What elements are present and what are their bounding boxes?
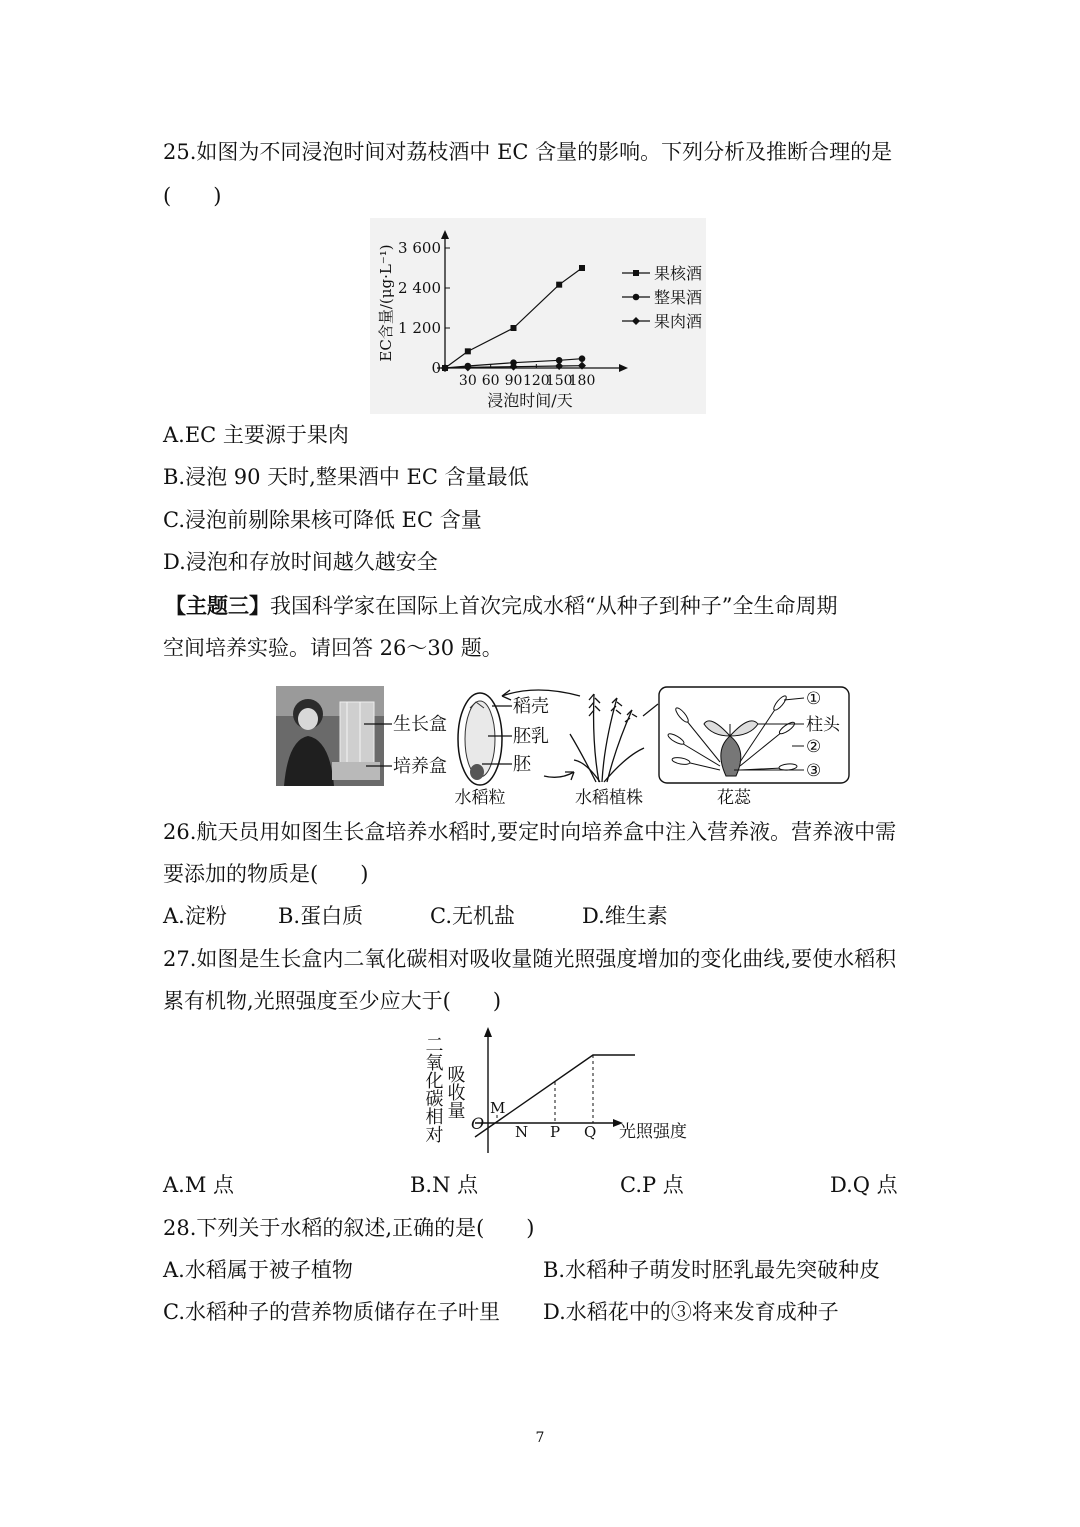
theme3-intro: 我国科学家在国际上首次完成水稻“从种子到种子”全生命周期 bbox=[270, 594, 838, 618]
co2-p-label: P bbox=[550, 1123, 561, 1141]
ec-legend-marker bbox=[633, 270, 639, 276]
ec-chart-legend bbox=[622, 264, 702, 331]
ec-x-tick-label: 60 bbox=[481, 373, 500, 389]
q28-option-b: B.水稻种子萌发时胚乳最先突破种皮 bbox=[543, 1258, 881, 1282]
label-mark-3: ③ bbox=[806, 761, 822, 781]
q26-stem-line2: 要添加的物质是( ) bbox=[163, 862, 369, 886]
ec-x-tick-label: 120 bbox=[522, 373, 550, 389]
q28-option-d: D.水稻花中的③将来发育成种子 bbox=[543, 1300, 839, 1324]
ec-y-tick-label: 1 200 bbox=[398, 319, 441, 337]
label-growth-box: 生长盒 bbox=[393, 714, 447, 735]
ec-x-tick-label: 90 bbox=[504, 373, 523, 389]
q26-option-d: D.维生素 bbox=[582, 904, 668, 928]
theme3-line2: 空间培养实验。请回答 26～30 题。 bbox=[163, 636, 503, 660]
label-rice-plant: 水稻植株 bbox=[575, 788, 643, 808]
q27-option-a: A.M 点 bbox=[163, 1173, 235, 1197]
q28-option-a: A.水稻属于被子植物 bbox=[163, 1258, 353, 1282]
ec-legend-label: 果肉酒 bbox=[654, 312, 703, 331]
q25-option-a: A.EC 主要源于果肉 bbox=[163, 423, 349, 447]
ec-chart bbox=[370, 218, 706, 414]
ec-x-tick-label: 30 bbox=[458, 373, 477, 389]
label-pistil: 花蕊 bbox=[717, 788, 751, 808]
astronaut-photo bbox=[276, 686, 384, 786]
q26-stem-line1: 26.航天员用如图生长盒培养水稻时,要定时向培养盒中注入营养液。营养液中需 bbox=[163, 820, 897, 844]
ec-x-tick-label: 150 bbox=[545, 373, 573, 389]
q26-option-b: B.蛋白质 bbox=[278, 904, 364, 928]
ec-y-tick-label: 2 400 bbox=[398, 279, 441, 297]
ec-chart-xlabel: 浸泡时间/天 bbox=[487, 391, 573, 410]
q25-option-d: D.浸泡和存放时间越久越安全 bbox=[163, 550, 438, 574]
ec-data-point bbox=[556, 282, 562, 288]
co2-ylabel-line1: 二氧化碳相对 bbox=[422, 1035, 444, 1143]
q28-option-c: C.水稻种子的营养物质储存在子叶里 bbox=[163, 1300, 500, 1324]
label-stigma: 柱头 bbox=[806, 715, 840, 735]
ec-data-point bbox=[579, 355, 586, 362]
ec-x-tick-label: 180 bbox=[568, 373, 596, 389]
ec-y-tick-label: 0 bbox=[431, 359, 441, 377]
co2-n-label: N bbox=[515, 1123, 529, 1141]
arrow-grain-to-plant bbox=[544, 772, 574, 777]
label-endosperm: 胚乳 bbox=[513, 726, 549, 747]
q27-option-d: D.Q 点 bbox=[830, 1173, 898, 1197]
ec-chart-ylabel: EC含量/(μg·L⁻¹) bbox=[377, 244, 395, 362]
rice-figure bbox=[274, 684, 854, 808]
q26-option-c: C.无机盐 bbox=[430, 904, 515, 928]
ec-data-point bbox=[511, 325, 517, 331]
rice-grain-drawing bbox=[458, 693, 502, 785]
co2-q-label: Q bbox=[584, 1123, 597, 1141]
q25-option-b: B.浸泡 90 天时,整果酒中 EC 含量最低 bbox=[163, 465, 529, 489]
q25-stem-line1: 25.如图为不同浸泡时间对荔枝酒中 EC 含量的影响。下列分析及推断合理的是 bbox=[163, 140, 893, 164]
co2-graph bbox=[415, 1025, 700, 1157]
co2-m-label: M bbox=[490, 1099, 506, 1117]
co2-xlabel: 光照强度 bbox=[619, 1122, 687, 1142]
label-husk: 稻壳 bbox=[513, 696, 549, 717]
ec-legend-marker bbox=[633, 294, 640, 301]
q27-stem-line2: 累有机物,光照强度至少应大于( ) bbox=[163, 989, 502, 1013]
q28-stem: 28.下列关于水稻的叙述,正确的是( ) bbox=[163, 1216, 535, 1240]
rice-plant-drawing bbox=[570, 694, 644, 782]
q26-option-a: A.淀粉 bbox=[163, 904, 227, 928]
theme3-line1 bbox=[165, 592, 837, 620]
q27-option-c: C.P 点 bbox=[620, 1173, 684, 1197]
ec-legend-label: 果核酒 bbox=[654, 264, 703, 283]
q27-option-b: B.N 点 bbox=[410, 1173, 479, 1197]
ec-y-tick-label: 3 600 bbox=[398, 239, 441, 257]
q27-stem-line1: 27.如图是生长盒内二氧化碳相对吸收量随光照强度增加的变化曲线,要使水稻积 bbox=[163, 947, 897, 971]
label-culture-box: 培养盒 bbox=[393, 756, 447, 777]
q25-stem-line2: ( ) bbox=[163, 184, 222, 208]
label-embryo: 胚 bbox=[513, 754, 531, 775]
co2-origin-label: O bbox=[471, 1114, 485, 1133]
label-mark-2: ② bbox=[806, 737, 822, 757]
co2-ylabel-line2: 吸收量 bbox=[444, 1065, 466, 1119]
theme3-bracket: 【主题三】 bbox=[165, 593, 270, 618]
label-mark-1: ① bbox=[806, 689, 822, 709]
label-rice-grain: 水稻粒 bbox=[454, 788, 506, 808]
q25-option-c: C.浸泡前剔除果核可降低 EC 含量 bbox=[163, 508, 482, 532]
ec-legend-label: 整果酒 bbox=[654, 288, 703, 307]
page-number: 7 bbox=[535, 1430, 545, 1446]
ec-data-point bbox=[465, 348, 471, 354]
ec-data-point bbox=[579, 265, 585, 271]
